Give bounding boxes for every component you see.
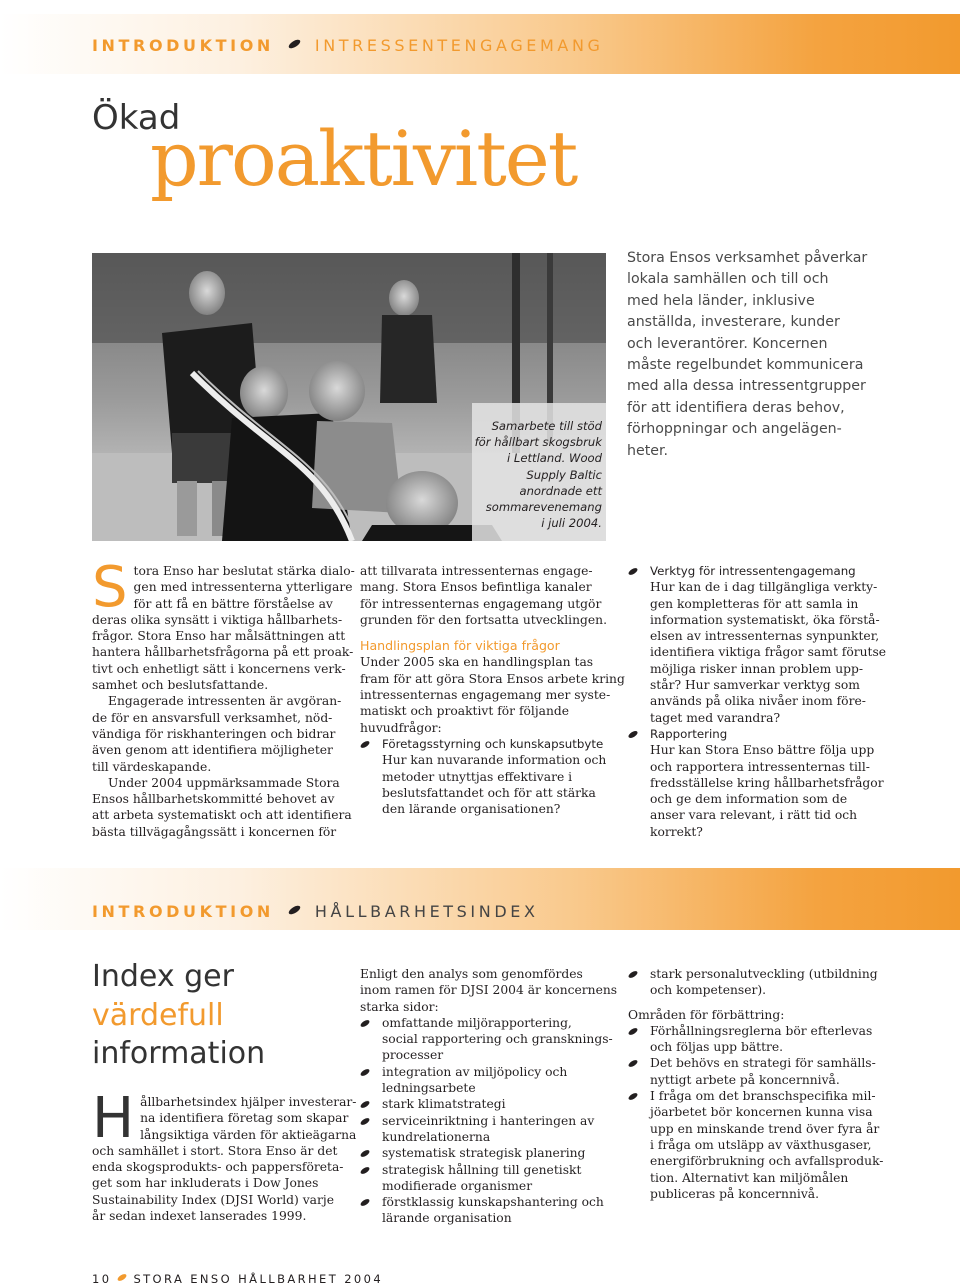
text-line: taget med varandra?	[650, 710, 781, 725]
text-line: möjliga risker innan problem upp-	[650, 661, 864, 676]
body-column-4	[92, 1086, 357, 1224]
text-line: förstklassig kunskapshantering och	[382, 1195, 604, 1210]
text-line: och följas upp bättre.	[650, 1040, 784, 1055]
text-line: intressenternas engagemang mer syste-	[360, 688, 611, 703]
text-line: tion. Alternativt kan miljömålen	[650, 1170, 849, 1185]
text-line: modifierade organismer	[382, 1178, 533, 1193]
bullet-title: Verktyg för intressentengagemang	[650, 564, 856, 578]
text-line: ledningsarbete	[382, 1081, 476, 1096]
section-header-top	[92, 36, 604, 55]
intro-line: och leverantörer. Koncernen	[627, 335, 828, 352]
text-line: Hur kan Stora Enso bättre följa upp	[650, 743, 875, 758]
text-line-end: korrekt?	[650, 824, 703, 839]
drop-cap: S	[92, 555, 128, 620]
text-line: fram för att göra Stora Ensos arbete kring	[360, 671, 625, 686]
text-line: att arbeta systematiskt och att identifiera	[92, 808, 352, 823]
caption-line: i Lettland. Wood	[506, 451, 602, 466]
leaf-icon	[627, 567, 638, 577]
text-line: huvudfrågor:	[360, 720, 442, 735]
text-line: och samhället i stort. Stora Enso är det	[92, 1143, 338, 1158]
text-line: identifiera viktiga frågor samt förutse	[650, 645, 887, 660]
body-column-2	[360, 563, 625, 817]
leaf-icon	[627, 1027, 638, 1037]
text-line: nyttigt arbete på koncernnivå.	[650, 1072, 840, 1087]
text-line: Det behövs en strategi för samhälls-	[650, 1056, 876, 1071]
intro-line: heter.	[627, 442, 669, 459]
text-line: för att få en bättre förståelse av	[133, 596, 333, 611]
section-main: INTRODUKTION	[92, 902, 274, 921]
text-line: beslutsfattandet och för att stärka	[382, 785, 596, 800]
intro-line: måste regelbundet kommunicera	[627, 357, 864, 374]
list-item	[628, 966, 928, 999]
caption-line: sommarevenemang	[485, 500, 602, 515]
section-sub: INTRESSENTENGAGEMANG	[314, 36, 604, 55]
body-column-6	[628, 966, 928, 1202]
text-line: I fråga om det branschspecifika mil-	[650, 1089, 876, 1104]
text-line: Ensos hållbarhetskommitté behovet av	[92, 792, 335, 807]
bullet-title: Företagsstyrning och kunskapsutbyte	[382, 736, 604, 751]
subheading: Handlingsplan för viktiga frågor	[360, 638, 560, 654]
list-item	[628, 563, 928, 726]
text-line: enda skogsprodukts- och pappersföreta-	[92, 1160, 344, 1175]
intro-line: med alla dessa intressentgrupper	[627, 378, 866, 395]
list-item	[628, 1088, 928, 1202]
section-sub: HÅLLBARHETSINDEX	[314, 902, 539, 921]
intro-line: Stora Ensos verksamhet påverkar	[627, 250, 868, 266]
text-line: frågor. Stora Enso har målsättningen att	[92, 629, 346, 644]
text-line: ållbarhetsindex hjälper investerar-	[140, 1095, 357, 1109]
text-line: och rapportera intressenternas till-	[650, 759, 870, 774]
body-column-5	[360, 966, 618, 1227]
text-line: upp en minskande trend över fyra år	[650, 1121, 880, 1136]
headline-2	[92, 958, 265, 1074]
text-line: Hur kan nuvarande information och	[382, 753, 607, 768]
leaf-icon	[359, 1198, 370, 1208]
intro-line: för att identifiera deras behov,	[627, 399, 845, 416]
headline-2-line: Index ger	[92, 959, 234, 994]
leaf-icon	[359, 1116, 370, 1126]
text-line: Sustainability Index (DJSI World) varje	[92, 1192, 334, 1207]
leaf-end-icon	[627, 730, 638, 740]
photo-caption	[430, 418, 602, 531]
leaf-icon	[359, 1165, 370, 1175]
drop-cap: H	[92, 1086, 135, 1151]
text-line: långsiktiga värden för aktieägarna	[140, 1127, 357, 1142]
text-line: gen kompletteras för att samla in	[650, 596, 859, 611]
text-line: år sedan indexet lanserades 1999.	[92, 1209, 307, 1224]
text-line: serviceinriktning i hanteringen av	[382, 1113, 595, 1128]
text-line: gen med intressenterna ytterligare	[133, 580, 353, 595]
leaf-icon	[359, 1149, 370, 1159]
text-line: Under 2005 ska en handlingsplan tas	[360, 655, 594, 670]
list-item	[360, 1064, 615, 1097]
text-line: stark personalutveckling (utbildning	[650, 967, 878, 981]
caption-line: Supply Baltic	[526, 467, 602, 482]
section-main: INTRODUKTION	[92, 36, 274, 55]
text-line: lärande organisation	[382, 1211, 512, 1226]
text-line: get som har inkluderats i Dow Jones	[92, 1176, 319, 1191]
text-line: inom ramen för DJSI 2004 är koncernens	[360, 983, 618, 998]
text-line: tora Enso har beslutat stärka dialo-	[133, 564, 355, 578]
caption-line: Samarbete till stöd	[491, 419, 602, 433]
text-line: jöarbetet bör koncernen kunna visa	[650, 1105, 873, 1120]
list-item	[628, 1055, 928, 1088]
caption-line: anordnade ett	[519, 483, 602, 498]
text-line: även genom att identifiera möjligheter	[92, 743, 333, 758]
leaf-icon	[287, 904, 301, 916]
text-line: fredsställelse kring hållbarhetsfrågor	[650, 775, 884, 790]
list-item	[360, 1194, 615, 1227]
text-line: tivt och enhetligt sätt i koncernens verk-	[92, 661, 346, 676]
text-line: den lärande organisationen?	[382, 802, 561, 817]
intro-text	[627, 248, 952, 462]
page-number: 10	[92, 1272, 112, 1286]
leaf-icon	[359, 1100, 370, 1110]
text-line: processer	[382, 1048, 444, 1063]
leaf-icon	[117, 1273, 128, 1283]
text-line: och kompetenser).	[650, 983, 767, 998]
text-line: vändiga för riskhanteringen och bidrar	[92, 726, 336, 741]
text-line: energiförbrukning och avfallsproduk-	[650, 1154, 884, 1169]
text-line: systematisk strategisk planering	[382, 1146, 586, 1161]
text-line: står? Hur samverkar verktyg som	[650, 678, 860, 693]
text-line: Engagerade intressenten är avgöran-	[108, 694, 342, 709]
leaf-icon	[627, 1092, 638, 1102]
text-line: publiceras på koncernnivå.	[650, 1186, 820, 1201]
headline-small: Ökad	[92, 98, 181, 138]
caption-line: i juli 2004.	[541, 516, 602, 531]
text-line: och ge dem information som de	[650, 792, 848, 807]
text-line: deras olika synsätt i viktiga hållbarhets-	[92, 612, 343, 627]
list-item	[360, 1015, 615, 1064]
list-label: Områden för förbättring:	[628, 1007, 785, 1022]
text-line: omfattande miljörapportering,	[382, 1015, 572, 1030]
text-line: stark klimatstrategi	[382, 1097, 506, 1112]
list-item	[628, 1023, 928, 1056]
caption-line: för hållbart skogsbruk	[474, 435, 602, 450]
intro-line: lokala samhällen och till och	[627, 271, 829, 288]
text-line: kundrelationerna	[382, 1129, 491, 1144]
body-column-1	[92, 555, 355, 840]
text-line: i fråga om utsläpp av växthusgaser,	[650, 1137, 872, 1152]
list-item	[360, 1145, 615, 1161]
text-line: Under 2004 uppmärksammade Stora	[108, 775, 340, 790]
headline-2-line: information	[92, 1036, 266, 1071]
bullet-title: Rapportering	[650, 726, 728, 741]
text-line: social rapportering och gransknings-	[382, 1032, 613, 1047]
list-item	[360, 1096, 615, 1112]
text-line: strategisk hållning till genetiskt	[382, 1162, 582, 1177]
text-line: för intressenternas engagemang utgör	[360, 596, 602, 611]
text-line: na identifiera företag som skapar	[140, 1111, 349, 1126]
list-item	[360, 736, 615, 817]
text-line: till värdeskapande.	[92, 759, 212, 774]
text-line	[650, 824, 928, 840]
text-line: Hur kan de i dag tillgängliga verkty-	[650, 580, 878, 595]
text-line: Enligt den analys som genomfördes	[360, 967, 583, 981]
leaf-icon	[627, 970, 638, 980]
list-item	[628, 726, 928, 840]
headline-large: proaktivitet	[150, 114, 577, 203]
leaf-icon	[287, 38, 301, 50]
text-line: de för en ansvarsfull verksamhet, nöd-	[92, 710, 333, 725]
leaf-icon	[627, 1059, 638, 1069]
list-item	[360, 1113, 615, 1146]
text-line: Förhållningsreglerna bör efterlevas	[650, 1023, 873, 1038]
body-column-3	[628, 563, 928, 840]
text-line: starka sidor:	[360, 999, 439, 1014]
intro-line: anställda, investerare, kunder	[627, 314, 840, 331]
footer-title: STORA ENSO HÅLLBARHET 2004	[133, 1272, 384, 1286]
text-line: information systematiskt, öka förstå-	[650, 612, 880, 627]
text-line: att tillvarata intressenternas engage-	[360, 564, 593, 578]
text-line: bästa tillvägagångssätt i koncernen för	[92, 824, 337, 839]
headline-2-line: värdefull	[92, 997, 224, 1033]
leaf-icon	[359, 740, 370, 750]
text-line: används på olika nivåer inom före-	[650, 694, 866, 709]
text-line: mang. Stora Ensos befintliga kanaler	[360, 580, 592, 595]
text-line: grunden för den fortsatta utvecklingen.	[360, 612, 608, 627]
footer	[92, 1272, 383, 1286]
list-item	[360, 1162, 615, 1195]
intro-line: med hela länder, inklusive	[627, 292, 815, 309]
text-line: samhet och beslutsfattande.	[92, 678, 269, 693]
leaf-icon	[359, 1019, 370, 1029]
text-line: anser vara relevant, i rätt tid och	[650, 808, 858, 823]
text-line: matiskt och proaktivt för följande	[360, 704, 570, 719]
text-line: hantera hållbarhetsfrågorna på ett proak-	[92, 645, 354, 660]
leaf-icon	[359, 1068, 370, 1078]
text-line: metoder utnyttjas effektivare i	[382, 769, 573, 784]
section-header-bottom	[92, 902, 539, 921]
text-line: integration av miljöpolicy och	[382, 1064, 568, 1079]
intro-line: förhoppningar och angelägen-	[627, 421, 842, 438]
text-line: elsen av intressenternas synpunkter,	[650, 629, 880, 644]
